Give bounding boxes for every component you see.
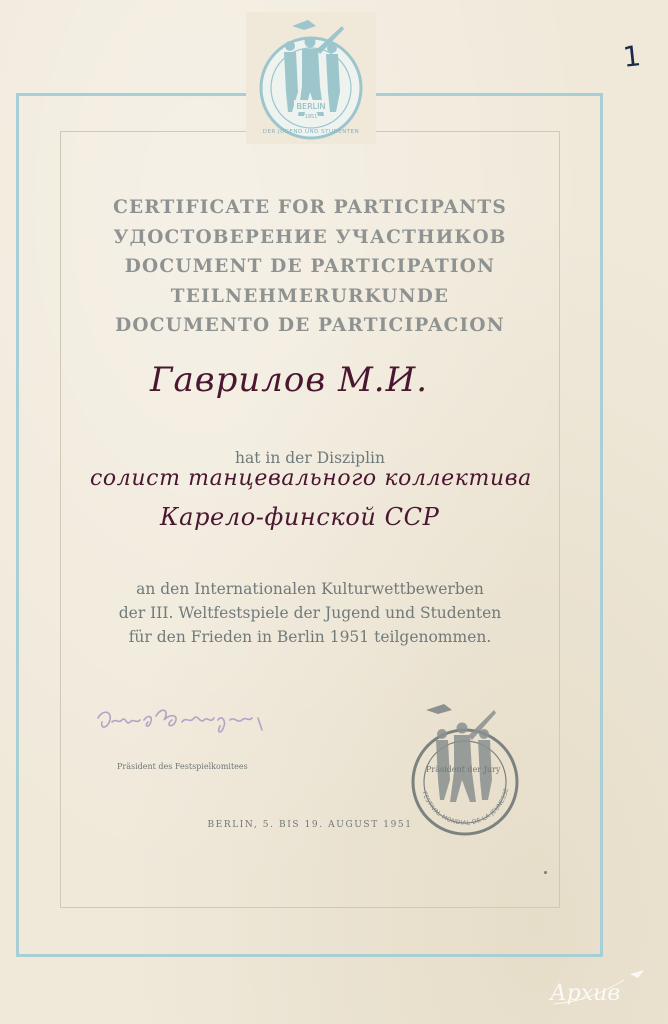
festival-emblem-icon: [246, 12, 376, 144]
participant-name: Гаврилов М.И.: [150, 360, 429, 400]
event-dates: BERLIN, 5. BIS 19. AUGUST 1951: [207, 820, 413, 830]
svg-text:BERLIN: BERLIN: [296, 102, 326, 111]
page-number-mark: 1: [621, 39, 643, 74]
certificate-titles: [60, 193, 560, 341]
signature-caption: Präsident des Festspielkomitees: [117, 762, 248, 771]
title-spanish: DOCUMENTO DE PARTICIPACION: [115, 315, 505, 336]
body-line-3: für den Frieden in Berlin 1951 teilgenommen.: [128, 628, 492, 646]
svg-text:1951: 1951: [304, 114, 318, 120]
svg-text:FESTIVAL MONDIAL DE LA JEUNESS: FESTIVAL MONDIAL DE LA JEUNESSE: [420, 787, 511, 827]
title-russian: УДОСТОВЕРЕНИЕ УЧАСТНИКОВ: [113, 226, 507, 248]
svg-text:Архив: Архив: [550, 981, 621, 1006]
svg-text:DER JUGEND UND STUDENTEN: DER JUGEND UND STUDENTEN: [262, 129, 360, 135]
ink-dot: [544, 871, 547, 874]
body-line-2: der III. Weltfestspiele der Jugend und Studenten: [118, 604, 502, 622]
title-french: DOCUMENT DE PARTICIPATION: [124, 256, 496, 277]
discipline-line-2: Карело-финской ССР: [160, 503, 440, 531]
president-signature: [92, 700, 282, 752]
archive-watermark-logo: [544, 968, 656, 1012]
discipline-label: hat in der Disziplin: [235, 449, 385, 467]
discipline-line-1: солист танцевального коллектива: [90, 466, 532, 491]
title-german: TEILNEHMERURKUNDE: [170, 285, 450, 307]
title-english: CERTIFICATE FOR PARTICIPANTS: [113, 197, 507, 218]
jury-caption: Präsident der Jury: [426, 765, 501, 774]
certificate-body-text: [60, 577, 560, 649]
body-line-1: an den Internationalen Kulturwettbewerben: [136, 580, 484, 598]
